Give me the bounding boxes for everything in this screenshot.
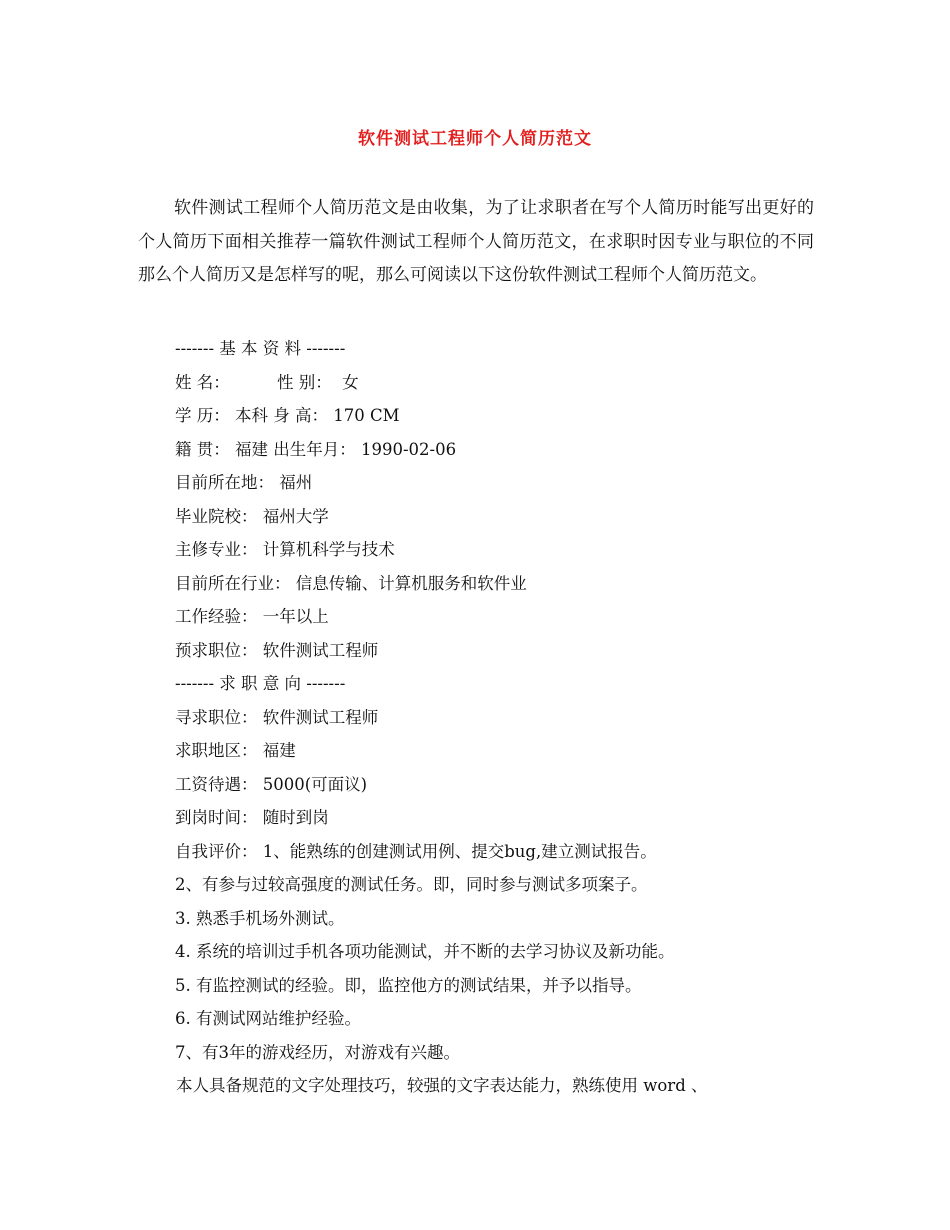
skills-paragraph: 本人具备规范的文字处理技巧，较强的文字表达能力，熟练使用 word 、 — [176, 1076, 708, 1095]
self-evaluation-item-6: 6. 有测试网站维护经验。 — [175, 1009, 361, 1028]
intro-paragraph: 软件测试工程师个人简历范文是由收集，为了让求职者在写个人简历时能写出更好的个人简历下面相关推荐一篇软件测试工程师个人简历范文，在求职时因专业与职位的不同那么个人简历又是怎样写的呢，那么可阅读以下这份软件测试工程师个人简历范文。 — [138, 198, 814, 285]
self-evaluation-item-5: 5. 有监控测试的经验。即，监控他方的测试结果，并予以指导。 — [175, 975, 642, 995]
self-evaluation-item-4: 4. 系统的培训过手机各项功能测试，并不断的去学习协议及新功能。 — [175, 942, 675, 961]
self-evaluation-item-7: 7、有3年的游戏经历，对游戏有兴趣。 — [175, 1042, 460, 1062]
field-education-height: 学 历： 本科 身 高： 170 CM — [175, 406, 400, 425]
field-start-time: 到岗时间： 随时到岗 — [175, 808, 329, 827]
field-salary: 工资待遇： 5000(可面议) — [175, 774, 368, 794]
field-school: 毕业院校： 福州大学 — [175, 506, 329, 526]
field-experience: 工作经验： 一年以上 — [175, 607, 329, 626]
field-desired-position: 预求职位： 软件测试工程师 — [175, 640, 379, 660]
field-job-region: 求职地区： 福建 — [175, 741, 296, 760]
document-title: 软件测试工程师个人简历范文 — [358, 129, 592, 149]
resume-body — [0, 332, 950, 1103]
field-name-gender: 姓 名： 性 别： 女 — [175, 372, 359, 392]
self-evaluation-item-2: 2、有参与过较高强度的测试任务。即，同时参与测试多项案子。 — [175, 875, 648, 894]
section-header-job-intention: ------- 求 职 意 向 ------- — [175, 674, 346, 693]
field-sought-position: 寻求职位： 软件测试工程师 — [175, 707, 379, 727]
self-evaluation-item-3: 3. 熟悉手机场外测试。 — [175, 908, 345, 928]
self-evaluation-item-1: 自我评价： 1、能熟练的创建测试用例、提交bug,建立测试报告。 — [175, 841, 657, 861]
section-header-basic-info: ------- 基 本 资 料 ------- — [175, 339, 346, 358]
field-industry: 目前所在行业： 信息传输、计算机服务和软件业 — [175, 573, 527, 593]
field-major: 主修专业： 计算机科学与技术 — [175, 540, 395, 559]
field-origin-birthdate: 籍 贯： 福建 出生年月： 1990-02-06 — [175, 439, 457, 459]
field-current-location: 目前所在地： 福州 — [175, 473, 313, 492]
